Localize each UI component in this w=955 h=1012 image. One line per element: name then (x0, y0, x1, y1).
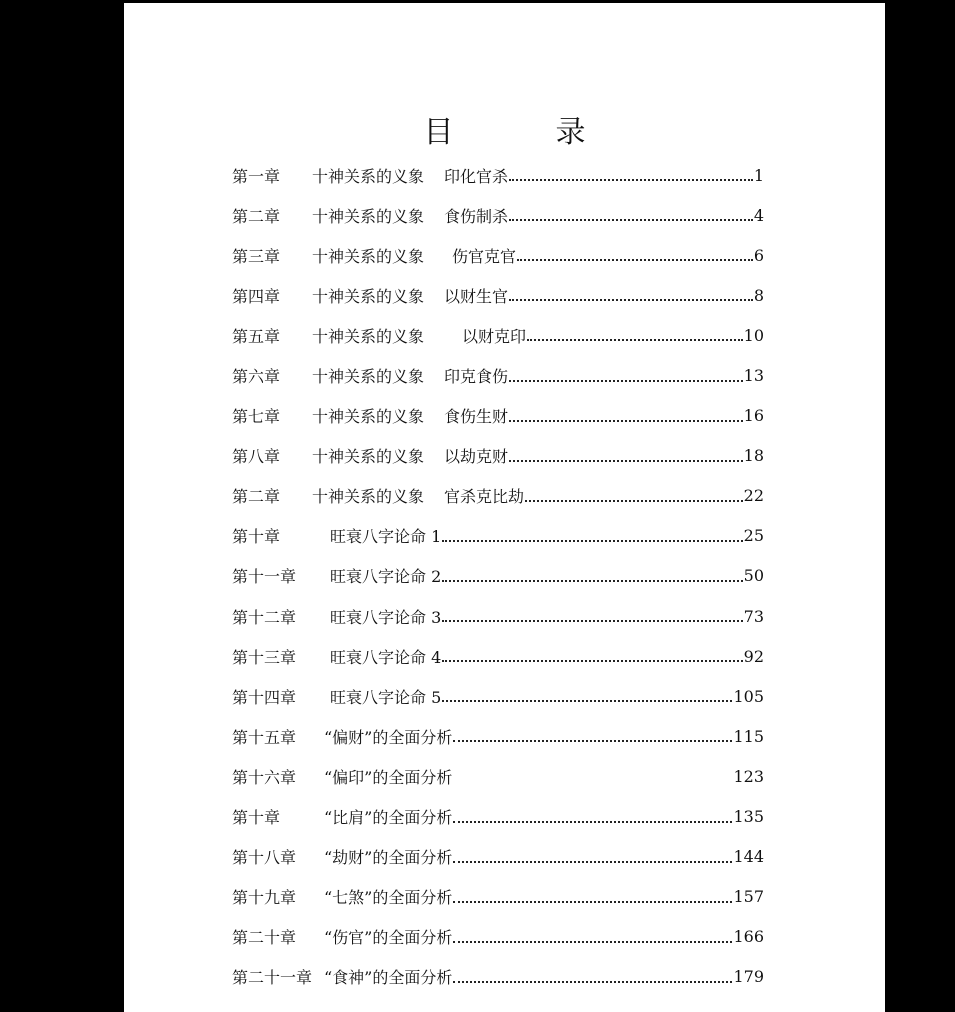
toc-chapter-number: 第六章 (232, 367, 281, 387)
toc-entry-subtitle: 印化官杀 (444, 166, 509, 186)
toc-page-number: 10 (743, 325, 764, 345)
dot-leader (442, 660, 742, 662)
toc-entry[interactable] (232, 436, 764, 476)
toc-entry-subtitle: 以劫克财 (444, 447, 509, 467)
toc-entry[interactable] (232, 516, 764, 556)
dot-leader (453, 861, 732, 863)
toc-entry[interactable] (232, 837, 764, 877)
toc-page-number: 105 (733, 686, 764, 706)
dot-leader (525, 500, 743, 502)
toc-entry-subtitle: 以财生官 (444, 286, 509, 306)
toc-chapter-number: 第十三章 (232, 647, 297, 667)
toc-entry-title: 旺衰八字论命 2 (330, 567, 442, 587)
toc-entry-subtitle: 伤官克官 (452, 246, 517, 266)
toc-page-number: 123 (733, 766, 764, 786)
toc-entry[interactable] (232, 917, 764, 957)
dot-leader (453, 780, 732, 782)
toc-entry[interactable] (232, 756, 764, 796)
toc-chapter-number: 第二十一章 (232, 968, 313, 988)
dot-leader (453, 981, 732, 983)
toc-page-number: 18 (743, 446, 764, 466)
toc-entry[interactable] (232, 596, 764, 636)
toc-entry-title: 十神关系的义象 (312, 206, 425, 226)
toc-entry[interactable] (232, 235, 764, 275)
toc-page-number: 144 (733, 847, 764, 867)
toc-entry-subtitle: 印克食伤 (444, 367, 509, 387)
toc-entry-title: 旺衰八字论命 4 (330, 647, 442, 667)
toc-entry[interactable] (232, 797, 764, 837)
toc-entry-subtitle: 食伤制杀 (444, 206, 509, 226)
toc-chapter-number: 第四章 (232, 286, 281, 306)
toc-chapter-number: 第十八章 (232, 848, 297, 868)
toc-entry-title: “食神”的全面分析 (324, 968, 453, 988)
toc-entry[interactable] (232, 476, 764, 516)
dot-leader (527, 339, 743, 341)
toc-chapter-number: 第二章 (232, 487, 281, 507)
toc-entry-subtitle: 官杀克比劫 (444, 487, 525, 507)
toc-chapter-number: 第十五章 (232, 727, 297, 747)
toc-entry-title: 十神关系的义象 (312, 407, 425, 427)
dot-leader (509, 380, 743, 382)
toc-page-number: 16 (743, 406, 764, 426)
dot-leader (442, 540, 742, 542)
toc-chapter-number: 第二章 (232, 206, 281, 226)
toc-entry-title: “七煞”的全面分析 (324, 888, 453, 908)
dot-leader (442, 620, 742, 622)
toc-entry[interactable] (232, 396, 764, 436)
toc-chapter-number: 第十章 (232, 808, 281, 828)
toc-entry-subtitle: 食伤生财 (444, 407, 509, 427)
toc-chapter-number: 第三章 (232, 246, 281, 266)
toc-chapter-number: 第十六章 (232, 767, 297, 787)
dot-leader (453, 821, 732, 823)
toc-entry[interactable] (232, 315, 764, 355)
toc-entry[interactable] (232, 716, 764, 756)
toc-chapter-number: 第十二章 (232, 607, 297, 627)
toc-chapter-number: 第二十章 (232, 928, 297, 948)
toc-page-number: 8 (753, 285, 764, 305)
toc-entry[interactable] (232, 275, 764, 315)
dot-leader (442, 700, 732, 702)
toc-entry-title: 旺衰八字论命 1 (330, 527, 442, 547)
toc-entry-title: 十神关系的义象 (312, 367, 425, 387)
toc-entry-title: 十神关系的义象 (312, 326, 425, 346)
toc-chapter-number: 第十章 (232, 527, 281, 547)
toc-page-number: 13 (743, 366, 764, 386)
toc-entry-title: “劫财”的全面分析 (324, 848, 453, 868)
toc-chapter-number: 第五章 (232, 326, 281, 346)
toc-entry[interactable] (232, 155, 764, 195)
toc-page-number: 22 (743, 486, 764, 506)
toc-chapter-number: 第一章 (232, 166, 281, 186)
toc-page-number: 6 (753, 245, 764, 265)
toc-entry-title: 十神关系的义象 (312, 447, 425, 467)
toc-page-number: 1 (753, 165, 764, 185)
dot-leader (509, 420, 743, 422)
toc-page-number: 73 (743, 606, 764, 626)
toc-chapter-number: 第十四章 (232, 687, 297, 707)
toc-entry-title: “偏印”的全面分析 (324, 767, 453, 787)
toc-entry-title: 十神关系的义象 (312, 487, 425, 507)
toc-entry-title: 十神关系的义象 (312, 166, 425, 186)
dot-leader (509, 299, 753, 301)
dot-leader (453, 740, 732, 742)
dot-leader (442, 580, 742, 582)
toc-entry-subtitle: 以财克印 (462, 326, 527, 346)
toc-page-number: 115 (733, 726, 764, 746)
toc-page-number: 50 (743, 566, 764, 586)
toc-entry-title: “比肩”的全面分析 (324, 808, 453, 828)
toc-entry-title: “偏财”的全面分析 (324, 727, 453, 747)
page-title: 目 录 (423, 115, 622, 150)
toc-chapter-number: 第八章 (232, 447, 281, 467)
dot-leader (453, 901, 732, 903)
toc-page-number: 92 (743, 646, 764, 666)
toc-entry[interactable] (232, 556, 764, 596)
toc-entry[interactable] (232, 957, 764, 997)
toc-page-number: 4 (753, 205, 764, 225)
toc-entry[interactable] (232, 636, 764, 676)
toc-page-number: 157 (733, 887, 764, 907)
toc-entry-title: 旺衰八字论命 5 (330, 687, 442, 707)
dot-leader (453, 941, 732, 943)
toc-entry[interactable] (232, 355, 764, 395)
toc-entry-title: 十神关系的义象 (312, 286, 425, 306)
toc-page-number: 25 (743, 526, 764, 546)
toc-entry-title: 十神关系的义象 (312, 246, 425, 266)
toc-entry[interactable] (232, 877, 764, 917)
toc-entry[interactable] (232, 676, 764, 716)
table-of-contents (232, 155, 764, 997)
toc-chapter-number: 第七章 (232, 407, 281, 427)
toc-entry[interactable] (232, 195, 764, 235)
toc-chapter-number: 第十九章 (232, 888, 297, 908)
toc-entry-title: 旺衰八字论命 3 (330, 607, 442, 627)
toc-page-number: 179 (733, 967, 764, 987)
dot-leader (509, 460, 743, 462)
dot-leader (509, 179, 753, 181)
toc-entry-title: “伤官”的全面分析 (324, 928, 453, 948)
dot-leader (509, 219, 753, 221)
document-page (124, 3, 885, 1012)
dot-leader (517, 259, 753, 261)
toc-page-number: 135 (733, 807, 764, 827)
toc-page-number: 166 (733, 927, 764, 947)
toc-chapter-number: 第十一章 (232, 567, 297, 587)
